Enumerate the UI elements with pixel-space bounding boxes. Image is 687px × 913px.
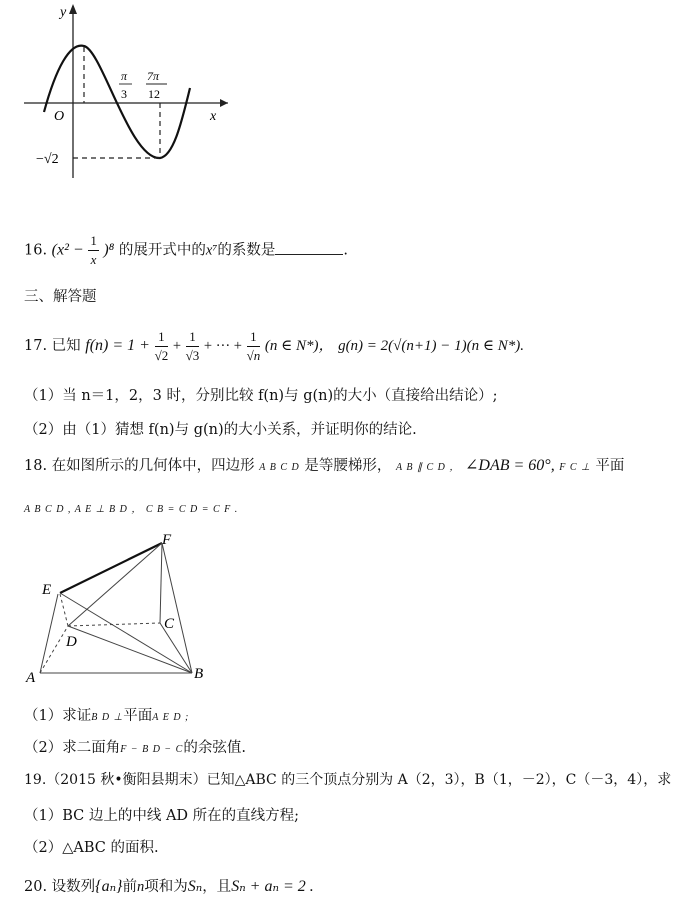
- x-axis-label: x: [210, 109, 217, 124]
- q16-text: 的展开式中的: [118, 242, 206, 259]
- q17-frac2-den: √3: [185, 347, 200, 363]
- q18-part1-a: （1）求证: [24, 708, 92, 724]
- q17-lead: 已知: [51, 338, 81, 354]
- q18-text3: 平面: [595, 458, 625, 474]
- q17-part2: （2）由（1）猜想 f(n)与 g(n)的大小关系，并证明你的结论.: [24, 422, 417, 438]
- q17-dots: + ··· +: [203, 338, 242, 354]
- q19-part1: （1）BC 边上的中线 AD 所在的直线方程;: [24, 808, 300, 824]
- edge-EA: [40, 594, 58, 673]
- q20-text2: 前: [122, 879, 137, 895]
- edge-AD: [40, 626, 68, 673]
- question-18: [24, 456, 624, 478]
- q18-abcd: A B C D: [259, 462, 300, 473]
- q20-text3: 项和为: [144, 879, 188, 895]
- q17-number: 17.: [24, 338, 48, 354]
- question-17: [24, 325, 524, 367]
- label-A: A: [26, 670, 36, 686]
- section-3-title: 三、解答题: [24, 289, 97, 305]
- edge-FC: [160, 543, 162, 623]
- q20-n: n: [136, 879, 145, 895]
- q16-frac-den: x: [90, 252, 97, 267]
- q17-frac3: [247, 328, 261, 365]
- q18-angle: ∠DAB = 60°,: [464, 457, 555, 474]
- q17-frac1-num: 1: [155, 328, 169, 347]
- q18-part2-a: （2）求二面角: [24, 740, 121, 756]
- q17-part1: （1）当 n＝1，2，3 时，分别比较 f(n)与 g(n)的大小（直接给出结论）;: [24, 388, 498, 404]
- q18-part1-b: B D ⊥: [91, 712, 124, 723]
- x-axis-arrow: [220, 99, 228, 107]
- question-16: [24, 232, 348, 266]
- q18-part2: [24, 738, 246, 760]
- label-B: B: [194, 666, 204, 682]
- q18-part2-b: F − B D − C: [120, 744, 184, 755]
- label-D: D: [66, 634, 77, 650]
- q16-answer-blank: [275, 240, 343, 255]
- q17-frac1: [155, 328, 169, 365]
- y-axis-label: y: [60, 5, 67, 20]
- q17-frac3-num: 1: [247, 328, 261, 347]
- tick2-numerator: 7π: [147, 69, 160, 83]
- label-E: E: [42, 582, 52, 598]
- q20-eq: Sₙ + aₙ = 2 .: [231, 878, 314, 895]
- edge-EF: [60, 543, 162, 593]
- edge-FB: [162, 543, 192, 673]
- q20-seq: {aₙ}: [95, 878, 123, 895]
- q18-part1-c: 平面: [123, 708, 153, 724]
- q20-text1: 设数列: [51, 879, 96, 895]
- q16-expr-right: )⁸: [103, 241, 115, 259]
- q16-term: x⁷: [205, 242, 218, 259]
- edge-EB: [60, 593, 192, 673]
- q20-text4: ，且: [202, 879, 232, 895]
- origin-label: O: [54, 109, 65, 124]
- q16-number: 16.: [24, 242, 48, 259]
- q20-sn: Sₙ: [187, 878, 203, 895]
- q18-text1: 在如图所示的几何体中，四边形: [51, 458, 255, 474]
- sine-curve: [44, 46, 190, 158]
- q17-frac2-num: 1: [186, 328, 200, 347]
- q17-frac2: [186, 328, 200, 365]
- q17-f-def: f(n) = 1 +: [85, 337, 150, 354]
- solid-figure: [22, 530, 222, 690]
- question-19: 19.（2015 秋•衡阳县期末）已知△ABC 的三个顶点分别为 A（2，3），B（1，－2），C（－3，4），求: [24, 772, 672, 788]
- q17-f-domain: (n ∈ N*)，: [264, 338, 334, 354]
- q17-g-def: g(n) = 2(√(n+1) − 1)(n ∈ N*).: [338, 338, 524, 354]
- q18-text2: 是等腰梯形，: [304, 458, 392, 474]
- q18-number: 18.: [24, 458, 48, 474]
- q16-expr-left: (x² −: [51, 241, 84, 259]
- q16-fraction: [88, 232, 99, 269]
- q17-frac1-den: √2: [154, 347, 169, 363]
- q18-part1-d: A E D ;: [152, 712, 190, 723]
- q18-part2-c: 的余弦值.: [183, 740, 246, 756]
- y-axis-arrow: [69, 4, 77, 14]
- sine-graph: [20, 0, 230, 180]
- q18-part1: [24, 706, 189, 728]
- edge-ED: [60, 594, 68, 626]
- q18-line2: A B C D , A E ⊥ B D ， C B = C D = C F .: [24, 504, 239, 515]
- edge-DB: [68, 626, 192, 673]
- tick1-numerator: π: [121, 69, 128, 83]
- q20-number: 20.: [24, 879, 48, 895]
- q17-plus: +: [172, 338, 182, 354]
- min-value-label: −√2: [36, 152, 59, 167]
- tick1-denominator: 3: [121, 87, 127, 101]
- q18-parallel: A B ∥ C D ，: [395, 462, 461, 473]
- question-20: [24, 874, 314, 900]
- q16-text2: 的系数是: [217, 242, 276, 259]
- q16-end: .: [343, 242, 349, 259]
- q18-fc: F C ⊥: [559, 462, 591, 473]
- label-C: C: [164, 616, 175, 632]
- q19-part2: （2）△ABC 的面积.: [24, 840, 159, 856]
- q17-frac3-den: √n: [246, 347, 261, 363]
- tick2-denominator: 12: [148, 87, 160, 101]
- edge-FD: [68, 543, 162, 626]
- q16-frac-num: 1: [88, 232, 99, 251]
- label-F: F: [162, 532, 172, 548]
